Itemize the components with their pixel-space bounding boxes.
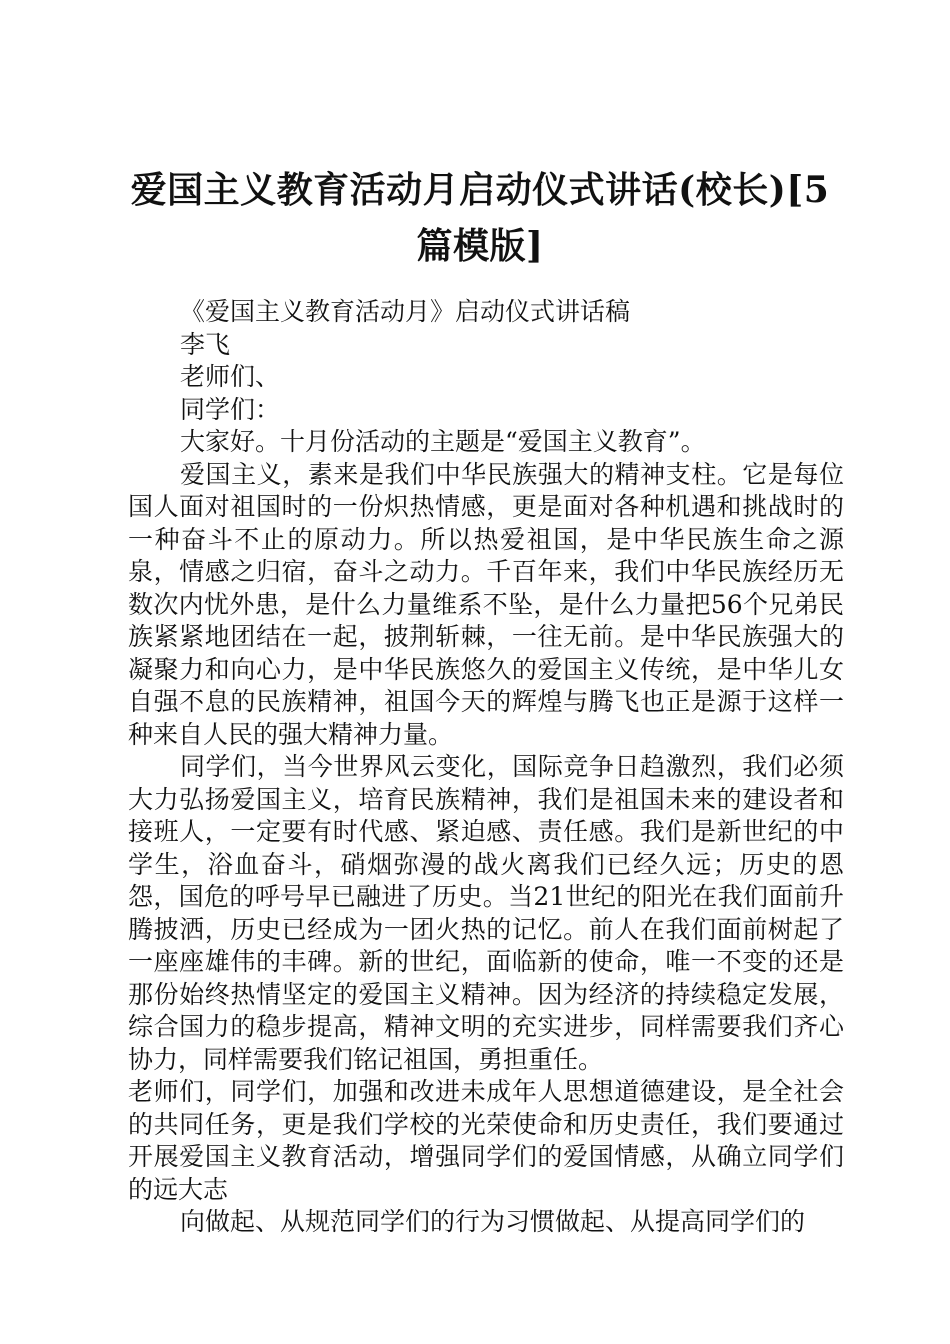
document-title: 爱国主义教育活动月启动仪式讲话(校长)[5篇模版]: [130, 169, 830, 267]
author-line: 李飞: [180, 329, 231, 359]
document-body: [128, 296, 844, 1239]
salutation-students: 同学们：: [180, 394, 281, 424]
paragraph-2: 同学们，当今世界风云变化，国际竞争日趋激烈，我们必须大力弘扬爱国主义，培育民族精神，我们是祖国未来的建设者和接班人，一定要有时代感、紧迫感、责任感。我们是新世纪的中学生，浴血奋斗，硝烟弥漫的战火离我们已经久远；历史的恩怨，国危的呼号早已融进了历史。当21世纪的阳光在我们面前升腾披洒，历史已经成为一团火热的记忆。前人在我们面前树起了一座座雄伟的丰碑。新的世纪，面临新的使命，唯一不变的还是那份始终热情坚定的爱国主义精神。因为经济的持续稳定发展，综合国力的稳步提高，精神文明的充实进步，同样需要我们齐心协力，同样需要我们铭记祖国，勇担重任。: [128, 752, 844, 1074]
subtitle-line: 《爱国主义教育活动月》启动仪式讲话稿: [180, 297, 631, 326]
greeting-line: 大家好。十月份活动的主题是“爱国主义教育”。: [180, 427, 706, 456]
paragraph-3: 老师们，同学们，加强和改进未成年人思想道德建设，是全社会的共同任务，更是我们学校的光荣使命和历史责任，我们要通过开展爱国主义教育活动，增强同学们的爱国情感，从确立同学们的远大志: [128, 1077, 844, 1204]
salutation-teachers: 老师们、: [180, 362, 281, 391]
paragraph-1: 爱国主义，素来是我们中华民族强大的精神支柱。它是每位国人面对祖国时的一份炽热情感，更是面对各种机遇和挑战时的一种奋斗不止的原动力。所以热爱祖国，是中华民族生命之源泉，情感之归宿，奋斗之动力。千百年来，我们中华民族经历无数次内忧外患，是什么力量维系不坠，是什么力量把56个兄弟民族紧紧地团结在一起，披荆斩棘，一往无前。是中华民族强大的凝聚力和向心力，是中华民族悠久的爱国主义传统，是中华儿女自强不息的民族精神，祖国今天的辉煌与腾飞也正是源于这样一种来自人民的强大精神力量。: [128, 459, 844, 749]
paragraph-4: 向做起、从规范同学们的行为习惯做起、从提高同学们的: [180, 1207, 806, 1236]
